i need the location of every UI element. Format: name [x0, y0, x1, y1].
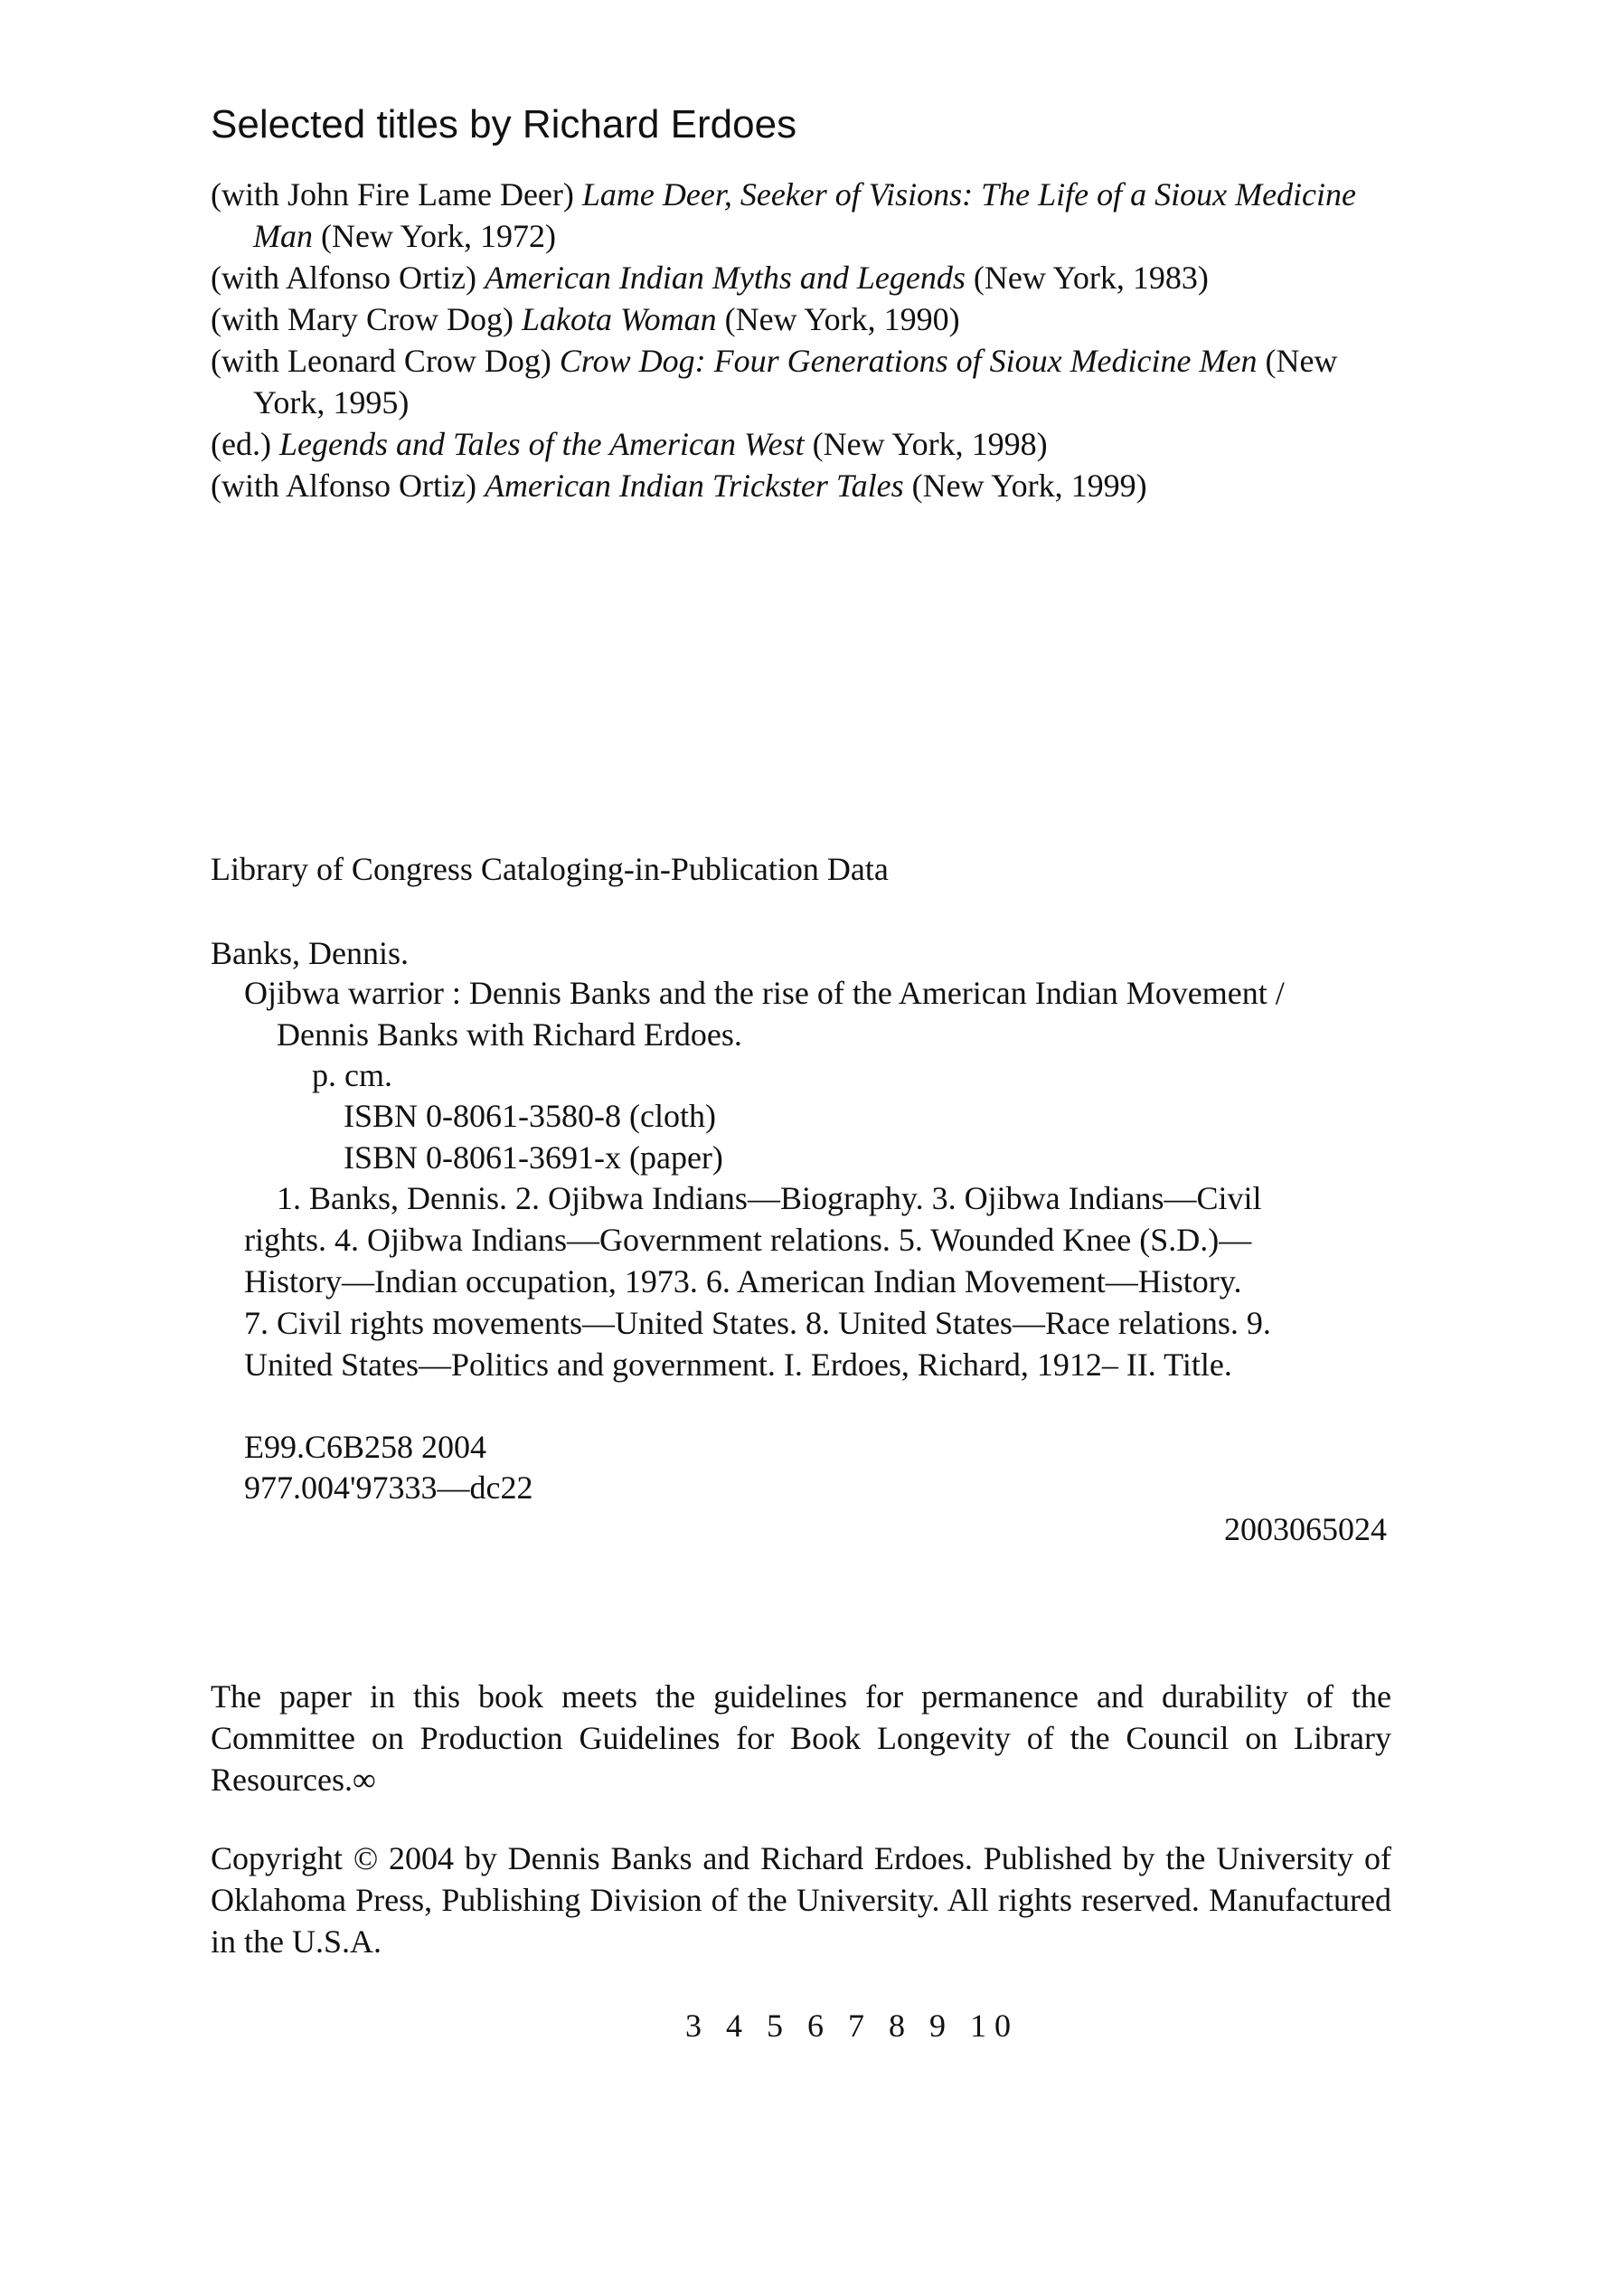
lc-classification: E99.C6B258 2004: [244, 1429, 487, 1465]
cip-subject-line: 1. Banks, Dennis. 2. Ojibwa Indians—Biography. 3. Ojibwa Indians—Civil: [277, 1180, 1262, 1216]
cip-title: Ojibwa warrior : Dennis Banks and the rise of the American Indian Movement / Dennis Banks with Richard Erdoes.: [244, 975, 1285, 1053]
dewey-classification: 977.004'97333—dc22: [244, 1469, 533, 1506]
lccn-number: 2003065024: [1224, 1511, 1387, 1547]
title-entry: (ed.) Legends and Tales of the American West (New York, 1998): [211, 426, 1048, 462]
title-entry: (with John Fire Lame Deer) Lame Deer, Seeker of Visions: The Life of a Sioux Medicine Man (New York, 1972): [211, 176, 1357, 254]
cip-subjects: [244, 1177, 1390, 1385]
cip-subject-line: 7. Civil rights movements—United States. 8. United States—Race relations. 9.: [244, 1305, 1271, 1341]
copyright-notice: Copyright © 2004 by Dennis Banks and Richard Erdoes. Published by the University of Oklahoma Press, Publishing Division of the University. All rights reserved. Manufactured in the U.S.A.: [211, 1840, 1391, 1960]
selected-titles-heading: Selected titles by Richard Erdoes: [211, 102, 797, 146]
cip-subject-line: United States—Politics and government. I. Erdoes, Richard, 1912– II. Title.: [244, 1346, 1232, 1383]
selected-titles-list: [211, 174, 1386, 506]
cip-pagination: p. cm.: [312, 1057, 392, 1093]
title-entry: (with Alfonso Ortiz) American Indian Myths and Legends (New York, 1983): [211, 260, 1209, 296]
cip-subject-line: rights. 4. Ojibwa Indians—Government relations. 5. Wounded Knee (S.D.)—: [244, 1222, 1252, 1258]
cip-heading: Library of Congress Cataloging-in-Publication Data: [211, 851, 889, 887]
title-entry: (with Leonard Crow Dog) Crow Dog: Four Generations of Sioux Medicine Men (New York, 1995): [211, 343, 1338, 420]
cip-author: Banks, Dennis.: [211, 935, 409, 971]
printing-line: 3 4 5 6 7 8 9 10: [685, 2008, 1019, 2044]
paper-notice: The paper in this book meets the guidelines for permanence and durability of the Committee on Production Guidelines for Book Longevity of the Council on Library Resources.∞: [211, 1678, 1391, 1798]
title-entry: (with Mary Crow Dog) Lakota Woman (New York, 1990): [211, 301, 960, 337]
cip-subject-line: History—Indian occupation, 1973. 6. American Indian Movement—History.: [244, 1263, 1242, 1299]
cip-isbn-paper: ISBN 0-8061-3691-x (paper): [344, 1139, 723, 1176]
title-entry: (with Alfonso Ortiz) American Indian Trickster Tales (New York, 1999): [211, 468, 1147, 504]
cip-isbn-cloth: ISBN 0-8061-3580-8 (cloth): [344, 1098, 716, 1134]
